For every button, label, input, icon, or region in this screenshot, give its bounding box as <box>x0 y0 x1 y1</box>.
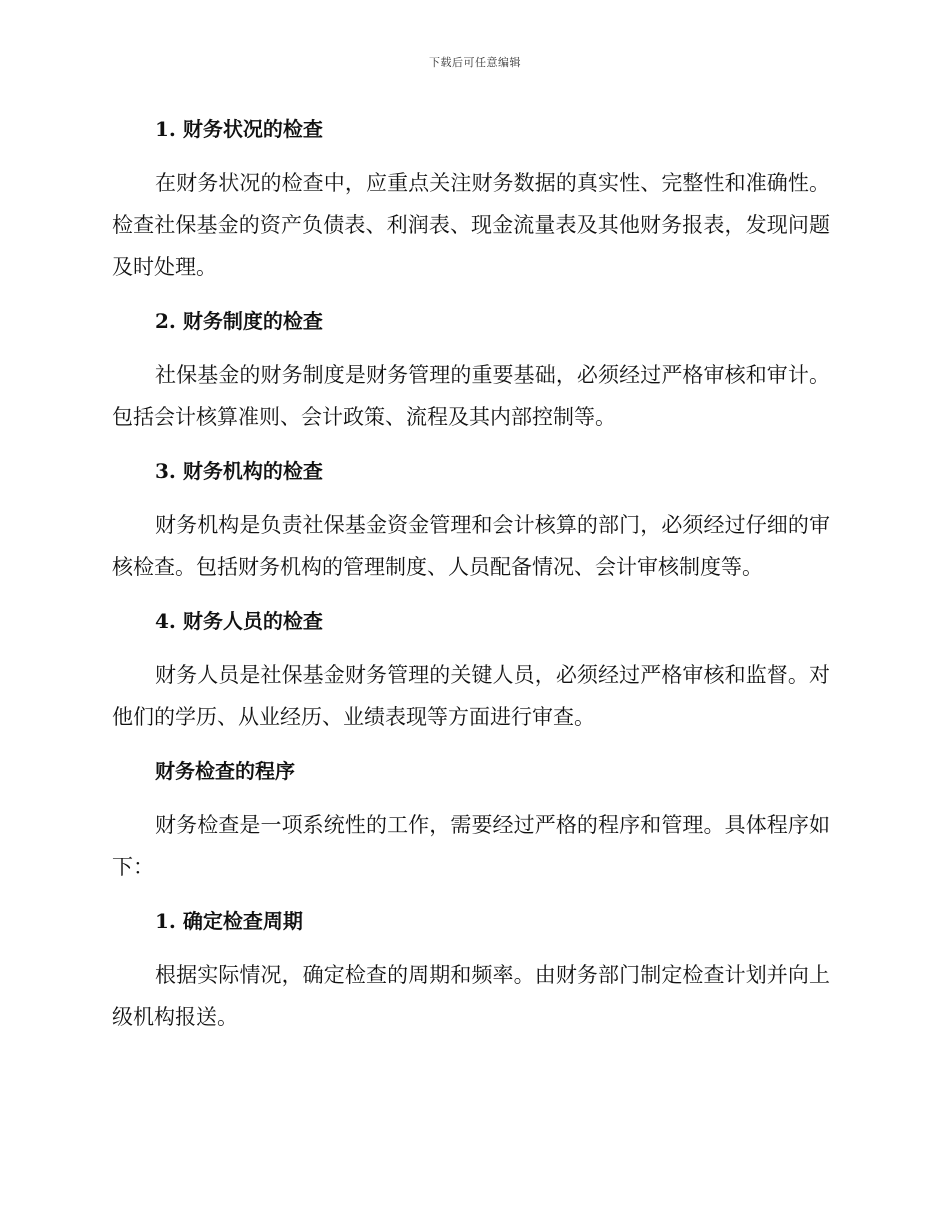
section-paragraph: 财务机构是负责社保基金资金管理和会计核算的部门，必须经过仔细的审核检查。包括财务机构的管理制度、人员配备情况、会计审核制度等。 <box>112 513 830 579</box>
section <box>112 108 830 300</box>
section-heading: 财务检查的程序 <box>155 759 295 783</box>
section-heading: 1. 财务状况的检查 <box>155 117 323 141</box>
section-paragraph: 根据实际情况，确定检查的周期和频率。由财务部门制定检查计划并向上级机构报送。 <box>112 963 830 1029</box>
header-note: 下载后可任意编辑 <box>429 56 521 69</box>
section <box>112 450 830 600</box>
section-paragraph: 社保基金的财务制度是财务管理的重要基础，必须经过严格审核和审计。包括会计核算准则、会计政策、流程及其内部控制等。 <box>112 363 830 429</box>
section-paragraph: 在财务状况的检查中，应重点关注财务数据的真实性、完整性和准确性。检查社保基金的资产负债表、利润表、现金流量表及其他财务报表，发现问题及时处理。 <box>112 171 830 279</box>
section-heading: 4. 财务人员的检查 <box>155 609 323 633</box>
section-heading: 1. 确定检查周期 <box>155 909 303 933</box>
section-heading: 2. 财务制度的检查 <box>155 309 323 333</box>
section-paragraph: 财务人员是社保基金财务管理的关键人员，必须经过严格审核和监督。对他们的学历、从业经历、业绩表现等方面进行审查。 <box>112 663 830 729</box>
section-heading: 3. 财务机构的检查 <box>155 459 323 483</box>
section-paragraph: 财务检查是一项系统性的工作，需要经过严格的程序和管理。具体程序如下： <box>112 813 830 879</box>
section <box>112 300 830 450</box>
section <box>112 750 830 900</box>
section <box>112 600 830 750</box>
document-body <box>112 108 830 1038</box>
section <box>112 900 830 1038</box>
